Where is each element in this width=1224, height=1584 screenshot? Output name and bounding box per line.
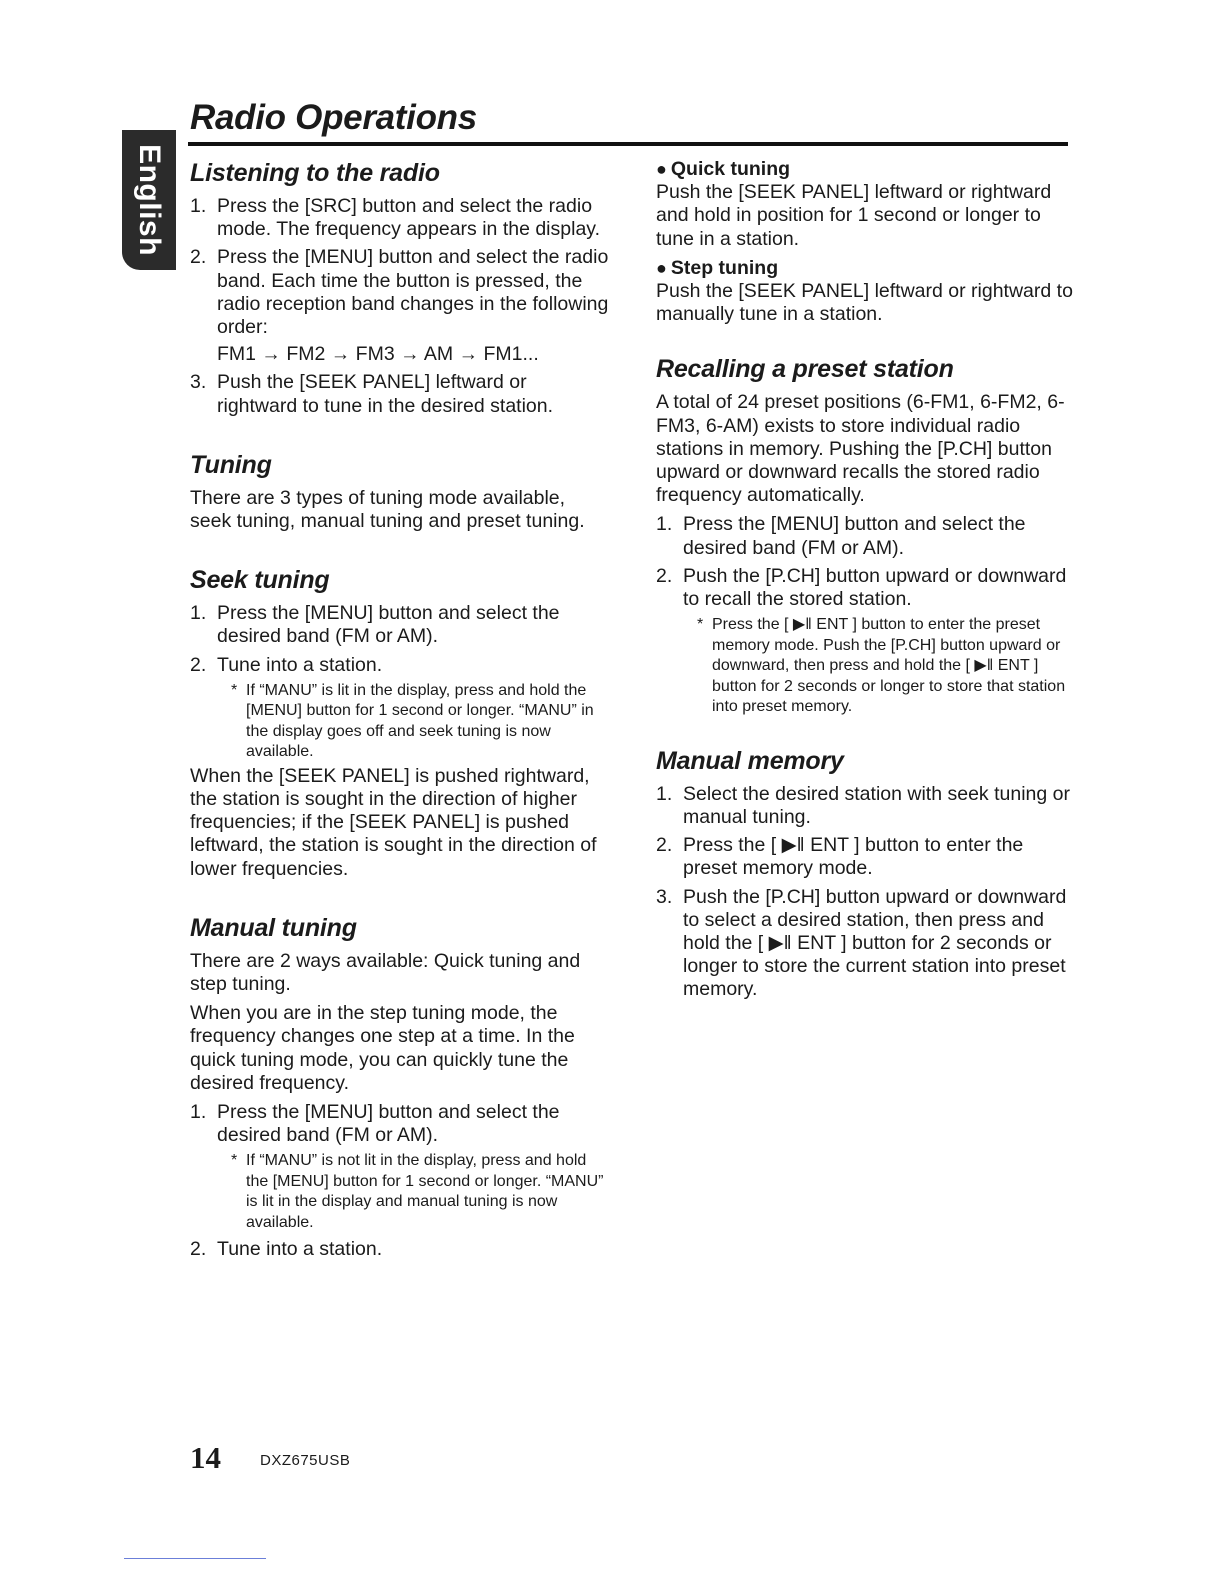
manual-tuning-note [231,1151,610,1233]
note-text: If “MANU” is lit in the display, press and hold the [MENU] button for 1 second or longer. “MANU” in the display goes off and seek tuning is now available. [246,681,594,761]
step-number: 2. [190,653,207,676]
quick-tuning-title: Quick tuning [670,158,791,180]
list-item [190,1238,610,1261]
step-text: Press the [SRC] button and select the radio mode. The frequency appears in the display. [217,195,601,241]
step-text: Press the [ ▶‖ ENT ] button to enter the preset memory mode. [683,834,1024,880]
manual-memory-section [656,746,1076,1002]
step-number: 2. [656,834,673,857]
footer-rule [124,1558,266,1559]
tuning-heading: Tuning [190,450,272,479]
listening-section [190,158,610,418]
step-text: Push the [P.CH] button upward or downward to recall the stored station. [683,564,1067,611]
recall-steps [656,513,1076,717]
list-item [190,654,610,763]
bullet-icon: ● [656,257,667,278]
step-tuning-section [656,257,1076,327]
manual-memory-heading: Manual memory [656,746,844,775]
language-tab [122,130,176,270]
seek-note [231,681,610,763]
step-tuning-title: Step tuning [670,256,779,279]
tuning-section [190,450,610,533]
step-text: Press the [MENU] button and select the desired band (FM or AM). [217,602,560,648]
list-item [190,246,610,366]
step-number: 2. [190,1238,207,1261]
note-text: If “MANU” is not lit in the display, press and hold the [MENU] button for 1 second or longer. “MANU” is lit in the display and manual tuning is now available. [246,1152,604,1231]
note-asterisk: * [231,1152,238,1170]
manual-tuning-steps [190,1101,610,1262]
step-text: Press the [MENU] button and select the desired band (FM or AM). [683,513,1026,559]
step-number: 1. [190,602,207,625]
list-item [656,513,1076,559]
tuning-body: There are 3 types of tuning mode available, seek tuning, manual tuning and preset tuning. [190,486,585,533]
step-tuning-heading [656,257,1076,280]
recall-preset-body: A total of 24 preset positions (6-FM1, 6-FM2, 6-FM3, 6-AM) exists to store individual radio stations in memory. Pushing the [P.CH] button upward or downward recalls the stored radio frequency automatically. [656,391,1065,507]
listening-steps [190,195,610,418]
step-number: 3. [656,885,673,908]
left-column [190,158,610,1268]
step-number: 1. [190,1101,207,1124]
language-tab-label: English [133,144,166,256]
step-text: Select the desired station with seek tuning or manual tuning. [683,782,1070,828]
seek-tuning-section [190,565,610,881]
quick-tuning-heading [656,158,1076,181]
step-text: Push the [SEEK PANEL] leftward or rightward to tune in the desired station. [217,371,554,417]
step-text: Press the [MENU] button and select the radio band. Each time the button is pressed, the radio reception band changes in the following order: [217,246,609,339]
step-number: 1. [190,195,207,217]
step-number: 2. [190,246,207,269]
step-text: Press the [MENU] button and select the desired band (FM or AM). [217,1101,560,1147]
quick-tuning-section [656,158,1076,251]
title-rule [188,142,1068,146]
memory-steps [656,783,1076,1002]
list-item [656,886,1076,1002]
list-item [656,565,1076,718]
step-number: 1. [656,513,673,536]
manual-tuning-body-2: When you are in the step tuning mode, the frequency changes one step at a time. In the quick tuning mode, you can quickly tune the desired frequency. [190,1002,575,1094]
note-asterisk: * [231,681,238,699]
step-text: Tune into a station. [217,653,383,676]
manual-tuning-section [190,913,610,1262]
page-number: 14 [190,1440,221,1475]
band-sequence: FM1 → FM2 → FM3 → AM → FM1... [217,343,539,366]
seek-body: When the [SEEK PANEL] is pushed rightward, the station is sought in the direction of higher frequencies; if the [SEEK PANEL] is pushed leftward, the station is sought in the direction of lower frequencies. [190,764,597,880]
note-asterisk: * [697,616,704,634]
list-item [656,783,1076,829]
note-text: Press the [ ▶‖ ENT ] button to enter the preset memory mode. Push the [P.CH] button upward or downward, then press and hold the [ ▶‖ ENT ] button for 2 seconds or longer to store that station into preset memory. [712,616,1066,716]
page-title: Radio Operations [190,98,477,137]
step-number: 3. [190,371,207,394]
bullet-icon: ● [656,159,667,179]
list-item [656,834,1076,880]
step-number: 1. [656,782,673,805]
listening-heading: Listening to the radio [190,159,440,187]
step-text: Push the [P.CH] button upward or downward to select a desired station, then press and hold the [ ▶‖ ENT ] button for 2 seconds or longer to store the current station into preset memory. [683,885,1067,1001]
right-column [656,158,1076,1008]
quick-tuning-body: Push the [SEEK PANEL] leftward or rightward and hold in position for 1 second or longer to tune in a station. [656,181,1052,250]
recall-preset-section [656,354,1076,717]
seek-steps [190,602,610,763]
step-text: Tune into a station. [217,1238,383,1261]
list-item [190,371,610,417]
manual-tuning-heading: Manual tuning [190,913,357,942]
list-item [190,602,610,648]
recall-preset-heading: Recalling a preset station [656,355,954,384]
manual-tuning-body-1: There are 2 ways available: Quick tuning and step tuning. [190,949,581,996]
recall-note [697,615,1076,718]
list-item [190,1101,610,1233]
seek-tuning-heading: Seek tuning [190,566,330,595]
step-tuning-body: Push the [SEEK PANEL] leftward or rightward to manually tune in a station. [656,280,1073,326]
model-number: DXZ675USB [260,1452,351,1469]
list-item [190,195,610,241]
step-number: 2. [656,564,673,587]
